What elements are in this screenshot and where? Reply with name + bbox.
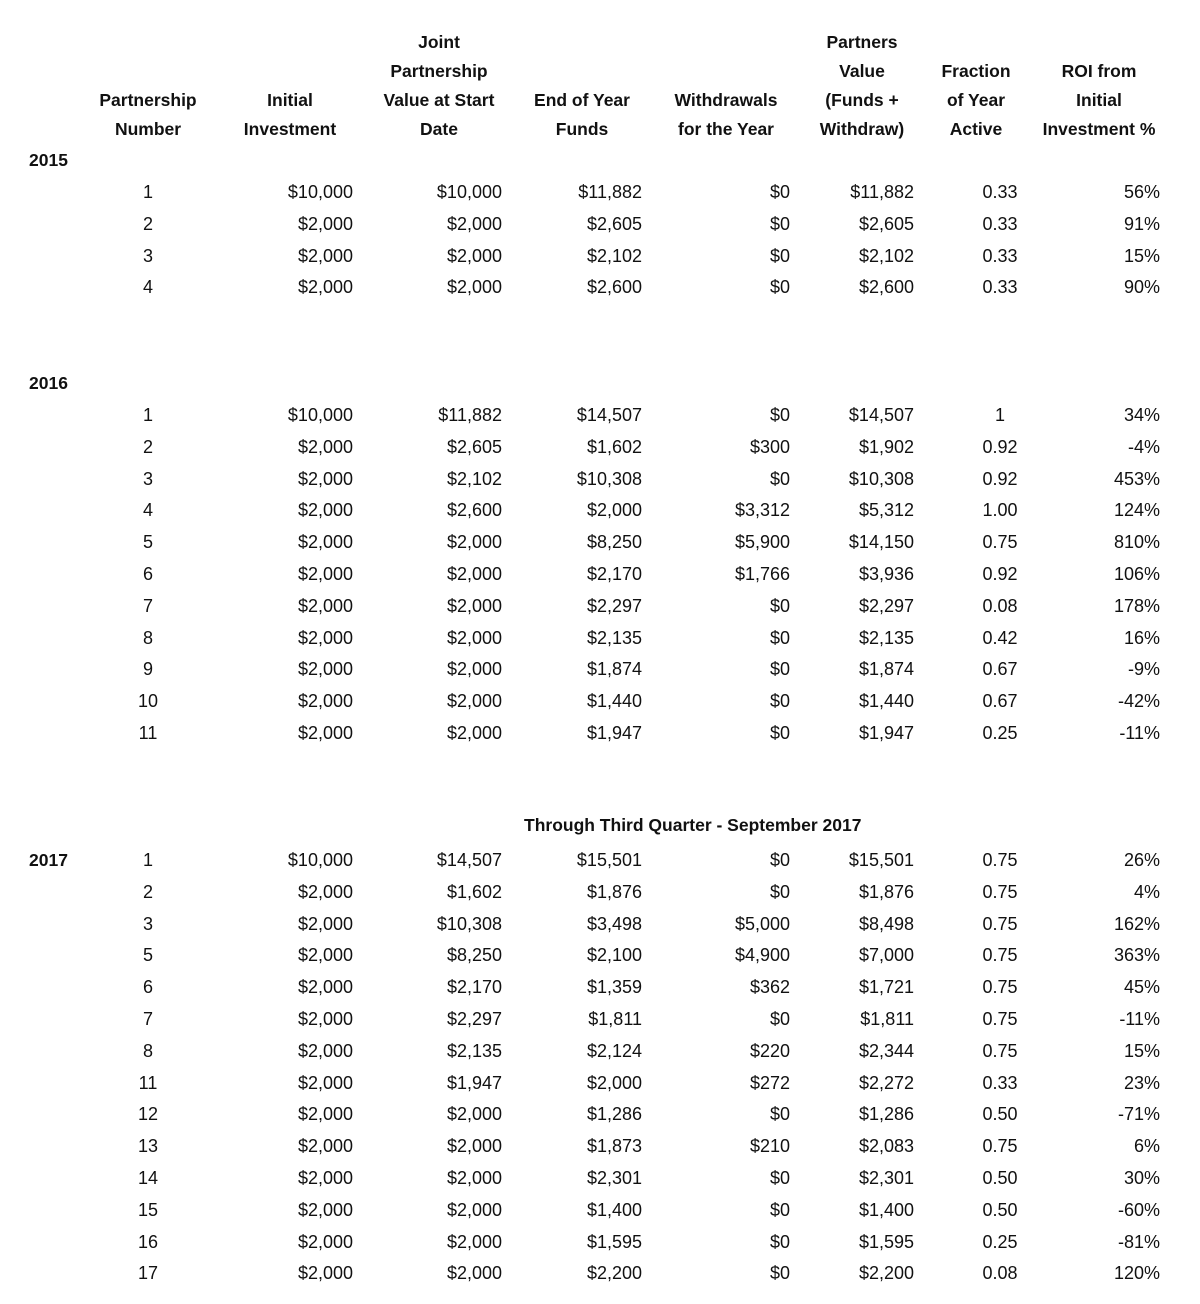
partners-value-cell: $14,507 [848,405,914,425]
table-row [0,1004,1200,1034]
partners-value-cell: $2,272 [858,1072,914,1093]
partnership-number-cell: 16 [137,1231,159,1252]
partnership-number-cell: 11 [138,1072,158,1093]
end-of-year-funds-cell: $2,135 [586,627,642,648]
withdrawals-cell: $0 [769,595,790,616]
header-joint-partnership-value [369,28,509,144]
end-of-year-funds-cell: $11,882 [578,182,642,202]
table-row [0,1163,1200,1193]
partnership-number-cell: 5 [142,532,153,553]
withdrawals-cell: $0 [769,1104,790,1125]
fraction-active-cell: 0.25 [982,723,1018,743]
table-row [0,686,1200,716]
partners-value-cell: $3,936 [858,564,914,584]
header-partnership-number [88,86,208,144]
initial-investment-cell: $2,000 [297,468,353,489]
end-of-year-funds-cell: $2,124 [586,1040,642,1061]
withdrawals-cell: $4,900 [734,945,790,966]
roi-cell: 26% [1123,850,1160,870]
partners-value-cell: $2,605 [858,213,914,234]
header-line: Partnership [99,90,197,110]
header-line: Date [420,119,458,139]
withdrawals-cell: $0 [769,1199,790,1220]
roi-cell: 45% [1123,977,1160,998]
initial-investment-cell: $2,000 [297,1199,353,1220]
withdrawals-cell: $362 [749,977,790,998]
table-row [0,495,1200,525]
partners-value-cell: $1,811 [860,1009,914,1029]
withdrawals-cell: $5,900 [734,532,790,553]
table-row [0,972,1200,1002]
fraction-active-cell: 1.00 [982,500,1018,521]
end-of-year-funds-cell: $2,000 [586,500,642,521]
fraction-active-cell: 0.75 [982,850,1018,870]
end-of-year-funds-cell: $10,308 [576,468,642,489]
header-fraction-of-year-active [931,57,1021,144]
table-row [0,400,1200,430]
header-line: Withdraw) [819,119,905,139]
initial-investment-cell: $2,000 [297,723,353,743]
table-row [0,1131,1200,1161]
header-partners-value [797,28,927,144]
withdrawals-cell: $0 [769,182,790,202]
joint-value-cell: $11,882 [438,405,502,425]
table-row [0,1227,1200,1257]
partnership-number-cell: 10 [137,691,159,712]
table-row [0,623,1200,653]
partnership-number-cell: 6 [142,564,153,584]
partners-value-cell: $1,902 [858,436,914,457]
withdrawals-cell: $0 [769,627,790,648]
withdrawals-cell: $0 [769,1168,790,1188]
withdrawals-cell: $1,766 [734,564,790,584]
initial-investment-cell: $2,000 [297,913,353,934]
partners-value-cell: $7,000 [858,945,914,966]
end-of-year-funds-cell: $2,000 [586,1072,642,1093]
end-of-year-funds-cell: $1,595 [586,1231,642,1252]
partners-value-cell: $1,595 [858,1231,914,1252]
table-row [0,1099,1200,1129]
partners-value-cell: $1,440 [858,691,914,712]
roi-cell: 16% [1123,627,1160,648]
table-row [0,654,1200,684]
initial-investment-cell: $2,000 [297,1168,353,1188]
table-row [0,177,1200,207]
header-line: End of Year [534,90,630,110]
joint-value-cell: $2,000 [446,1263,502,1284]
roi-cell: -71% [1117,1104,1160,1125]
joint-value-cell: $2,102 [446,468,502,489]
initial-investment-cell: $2,000 [297,1072,353,1093]
initial-investment-cell: $2,000 [297,945,353,966]
fraction-active-cell: 0.50 [982,1199,1018,1220]
fraction-active-cell: 0.75 [982,532,1018,553]
header-line: Partnership [390,61,488,81]
joint-value-cell: $10,308 [436,913,502,934]
roi-cell: -60% [1117,1199,1160,1220]
header-line: for the Year [678,119,774,139]
joint-value-cell: $10,000 [436,182,502,202]
header-line: Value at Start [383,90,495,110]
roi-cell: 4% [1133,881,1160,902]
joint-value-cell: $2,000 [446,1104,502,1125]
end-of-year-funds-cell: $1,286 [586,1104,642,1125]
fraction-active-cell: 0.92 [982,564,1018,584]
partnership-number-cell: 4 [142,277,153,298]
partnership-number-cell: 7 [142,595,153,616]
roi-cell: -9% [1127,659,1160,680]
table-row [0,940,1200,970]
withdrawals-cell: $0 [769,277,790,298]
initial-investment-cell: $2,000 [297,881,353,902]
joint-value-cell: $8,250 [446,945,502,966]
header-line: Fraction [941,61,1011,81]
joint-value-cell: $2,000 [446,1168,502,1188]
joint-value-cell: $2,000 [446,723,502,743]
withdrawals-cell: $5,000 [734,913,790,934]
fraction-active-cell: 1 [994,405,1005,425]
partnership-number-cell: 3 [142,913,153,934]
initial-investment-cell: $10,000 [287,182,353,202]
partnership-number-cell: 15 [137,1199,159,1220]
table-row [0,527,1200,557]
roi-cell: 120% [1113,1263,1160,1284]
end-of-year-funds-cell: $1,873 [586,1136,642,1157]
roi-cell: 56% [1123,182,1160,202]
header-initial-investment [230,86,350,144]
initial-investment-cell: $2,000 [297,659,353,680]
fraction-active-cell: 0.75 [982,945,1018,966]
withdrawals-cell: $0 [769,1009,790,1029]
joint-value-cell: $2,000 [446,213,502,234]
fraction-active-cell: 0.33 [982,1072,1018,1093]
table-row [0,1195,1200,1225]
fraction-active-cell: 0.50 [982,1104,1018,1125]
end-of-year-funds-cell: $1,947 [586,723,642,743]
partners-value-cell: $2,344 [858,1040,914,1061]
end-of-year-funds-cell: $8,250 [586,532,642,553]
fraction-active-cell: 0.67 [982,691,1018,712]
joint-value-cell: $14,507 [436,850,502,870]
roi-cell: 178% [1113,595,1160,616]
joint-value-cell: $2,000 [446,1136,502,1157]
partners-value-cell: $2,297 [858,595,914,616]
header-line: Investment % [1042,119,1156,139]
end-of-year-funds-cell: $2,200 [586,1263,642,1284]
end-of-year-funds-cell: $1,440 [586,691,642,712]
partnership-number-cell: 11 [138,723,158,743]
end-of-year-funds-cell: $1,874 [586,659,642,680]
fraction-active-cell: 0.33 [982,245,1018,266]
fraction-active-cell: 0.75 [982,1040,1018,1061]
partners-value-cell: $11,882 [850,182,914,202]
end-of-year-funds-cell: $2,605 [586,213,642,234]
end-of-year-funds-cell: $14,507 [576,405,642,425]
table-row [0,1258,1200,1288]
partners-value-cell: $14,150 [848,532,914,553]
header-line: Partners [826,32,898,52]
table-row [0,909,1200,939]
end-of-year-funds-cell: $1,876 [586,881,642,902]
withdrawals-cell: $0 [769,245,790,266]
joint-value-cell: $2,000 [446,532,502,553]
partnership-number-cell: 1 [142,850,153,870]
fraction-active-cell: 0.75 [982,913,1018,934]
table-row [0,1068,1200,1098]
fraction-active-cell: 0.75 [982,881,1018,902]
partners-value-cell: $1,947 [858,723,914,743]
withdrawals-cell: $0 [769,1231,790,1252]
end-of-year-funds-cell: $2,102 [586,245,642,266]
joint-value-cell: $2,000 [446,277,502,298]
fraction-active-cell: 0.92 [982,436,1018,457]
fraction-active-cell: 0.33 [982,277,1018,298]
table-row [0,432,1200,462]
table-row [0,559,1200,589]
year-label-2016: 2016 [29,373,68,393]
withdrawals-cell: $0 [769,850,790,870]
joint-value-cell: $2,000 [446,245,502,266]
partners-value-cell: $5,312 [858,500,914,521]
initial-investment-cell: $10,000 [287,405,353,425]
roi-cell: 23% [1123,1072,1160,1093]
end-of-year-funds-cell: $2,170 [586,564,642,584]
initial-investment-cell: $2,000 [297,1104,353,1125]
joint-value-cell: $2,170 [446,977,502,998]
end-of-year-funds-cell: $2,100 [586,945,642,966]
partners-value-cell: $1,721 [858,977,914,998]
initial-investment-cell: $2,000 [297,1231,353,1252]
end-of-year-funds-cell: $2,301 [586,1168,642,1188]
header-line: Initial [1076,90,1122,110]
partnership-number-cell: 7 [142,1009,153,1029]
initial-investment-cell: $2,000 [297,436,353,457]
fraction-active-cell: 0.50 [982,1168,1018,1188]
initial-investment-cell: $2,000 [297,627,353,648]
table-row [0,209,1200,239]
header-line: Number [114,119,182,139]
joint-value-cell: $2,135 [446,1040,502,1061]
partnership-number-cell: 3 [142,245,153,266]
header-end-of-year-funds [517,86,647,144]
partners-value-cell: $10,308 [848,468,914,489]
joint-value-cell: $2,000 [446,564,502,584]
roi-cell: -4% [1127,436,1160,457]
initial-investment-cell: $2,000 [297,1136,353,1157]
partners-value-cell: $1,400 [858,1199,914,1220]
table-row [0,241,1200,271]
roi-cell: 6% [1133,1136,1160,1157]
initial-investment-cell: $2,000 [297,532,353,553]
partners-value-cell: $15,501 [848,850,914,870]
withdrawals-cell: $0 [769,691,790,712]
partnership-number-cell: 6 [142,977,153,998]
fraction-active-cell: 0.33 [982,182,1018,202]
roi-cell: 124% [1113,500,1160,521]
initial-investment-cell: $2,000 [297,1263,353,1284]
table-row [0,718,1200,748]
withdrawals-cell: $0 [769,1263,790,1284]
header-line: Joint [418,32,460,52]
roi-cell: 90% [1123,277,1160,298]
fraction-active-cell: 0.08 [982,595,1018,616]
initial-investment-cell: $2,000 [297,1040,353,1061]
roi-cell: 30% [1123,1168,1160,1188]
header-line: (Funds + [825,90,899,110]
initial-investment-cell: $2,000 [297,977,353,998]
partners-value-cell: $2,083 [858,1136,914,1157]
initial-investment-cell: $2,000 [297,564,353,584]
table-row [0,464,1200,494]
partnership-number-cell: 2 [142,436,153,457]
header-line: ROI from [1061,61,1137,81]
joint-value-cell: $2,297 [446,1009,502,1029]
partners-value-cell: $2,600 [858,277,914,298]
partnership-number-cell: 1 [142,405,153,425]
end-of-year-funds-cell: $2,600 [586,277,642,298]
initial-investment-cell: $2,000 [297,213,353,234]
partnership-number-cell: 4 [142,500,153,521]
partnership-number-cell: 13 [137,1136,159,1157]
joint-value-cell: $2,000 [446,1231,502,1252]
end-of-year-funds-cell: $1,359 [586,977,642,998]
initial-investment-cell: $2,000 [297,595,353,616]
joint-value-cell: $2,000 [446,627,502,648]
partnership-number-cell: 5 [142,945,153,966]
partners-value-cell: $8,498 [858,913,914,934]
partnership-number-cell: 8 [142,627,153,648]
header-line: Value [839,61,885,81]
roi-cell: 363% [1113,945,1160,966]
fraction-active-cell: 0.75 [982,977,1018,998]
table-row [0,877,1200,907]
fraction-active-cell: 0.08 [982,1263,1018,1284]
withdrawals-cell: $0 [769,659,790,680]
roi-cell: 453% [1113,468,1160,489]
withdrawals-cell: $272 [749,1072,790,1093]
roi-cell: 810% [1113,532,1160,553]
roi-cell: 91% [1123,213,1160,234]
partners-value-cell: $2,135 [858,627,914,648]
fraction-active-cell: 0.33 [982,213,1018,234]
initial-investment-cell: $2,000 [297,500,353,521]
partners-value-cell: $2,301 [858,1168,914,1188]
joint-value-cell: $1,947 [446,1072,502,1093]
roi-cell: -11% [1119,1009,1160,1029]
year-label-2015: 2015 [29,150,68,170]
partners-value-cell: $1,876 [858,881,914,902]
roi-cell: -42% [1117,691,1160,712]
year-label-2017: 2017 [29,850,68,870]
partnership-number-cell: 2 [142,213,153,234]
partners-value-cell: $2,200 [858,1263,914,1284]
partners-value-cell: $1,874 [858,659,914,680]
partnership-number-cell: 3 [142,468,153,489]
withdrawals-cell: $210 [749,1136,790,1157]
end-of-year-funds-cell: $1,602 [586,436,642,457]
roi-cell: -11% [1119,723,1160,743]
roi-cell: 162% [1113,913,1160,934]
end-of-year-funds-cell: $15,501 [576,850,642,870]
header-roi-from-initial-investment [1034,57,1164,144]
end-of-year-funds-cell: $2,297 [586,595,642,616]
partnership-number-cell: 8 [142,1040,153,1061]
joint-value-cell: $2,000 [446,595,502,616]
table-row [0,845,1200,875]
header-line: Investment [243,119,337,139]
partnership-number-cell: 17 [137,1263,159,1284]
initial-investment-cell: $10,000 [287,850,353,870]
fraction-active-cell: 0.25 [982,1231,1018,1252]
partnership-number-cell: 12 [137,1104,159,1125]
partners-value-cell: $2,102 [858,245,914,266]
initial-investment-cell: $2,000 [297,277,353,298]
partnership-number-cell: 1 [142,182,153,202]
partners-value-cell: $1,286 [858,1104,914,1125]
roi-cell: 34% [1123,405,1160,425]
header-line: Active [949,119,1003,139]
withdrawals-cell: $0 [769,213,790,234]
fraction-active-cell: 0.67 [982,659,1018,680]
roi-cell: 15% [1123,245,1160,266]
section-note-2017: Through Third Quarter - September 2017 [524,815,862,835]
header-line: of Year [946,90,1006,110]
joint-value-cell: $2,000 [446,1199,502,1220]
withdrawals-cell: $3,312 [734,500,790,521]
withdrawals-cell: $0 [769,723,790,743]
table-row [0,272,1200,302]
joint-value-cell: $2,000 [446,659,502,680]
partnership-number-cell: 9 [142,659,153,680]
roi-cell: 15% [1123,1040,1160,1061]
roi-cell: -81% [1117,1231,1160,1252]
partnership-number-cell: 14 [137,1168,159,1188]
end-of-year-funds-cell: $1,400 [586,1199,642,1220]
initial-investment-cell: $2,000 [297,1009,353,1029]
end-of-year-funds-cell: $3,498 [586,913,642,934]
withdrawals-cell: $0 [769,468,790,489]
header-line: Withdrawals [674,90,778,110]
fraction-active-cell: 0.75 [982,1009,1018,1029]
withdrawals-cell: $220 [749,1040,790,1061]
fraction-active-cell: 0.75 [982,1136,1018,1157]
table-row [0,591,1200,621]
joint-value-cell: $2,605 [446,436,502,457]
fraction-active-cell: 0.92 [982,468,1018,489]
header-withdrawals [656,86,796,144]
header-line: Funds [555,119,609,139]
withdrawals-cell: $0 [769,881,790,902]
withdrawals-cell: $0 [769,405,790,425]
withdrawals-cell: $300 [749,436,790,457]
partnership-number-cell: 2 [142,881,153,902]
initial-investment-cell: $2,000 [297,691,353,712]
roi-cell: 106% [1113,564,1160,584]
joint-value-cell: $1,602 [446,881,502,902]
header-line: Initial [267,90,313,110]
fraction-active-cell: 0.42 [982,627,1018,648]
table-row [0,1036,1200,1066]
initial-investment-cell: $2,000 [297,245,353,266]
joint-value-cell: $2,600 [446,500,502,521]
joint-value-cell: $2,000 [446,691,502,712]
end-of-year-funds-cell: $1,811 [588,1009,642,1029]
